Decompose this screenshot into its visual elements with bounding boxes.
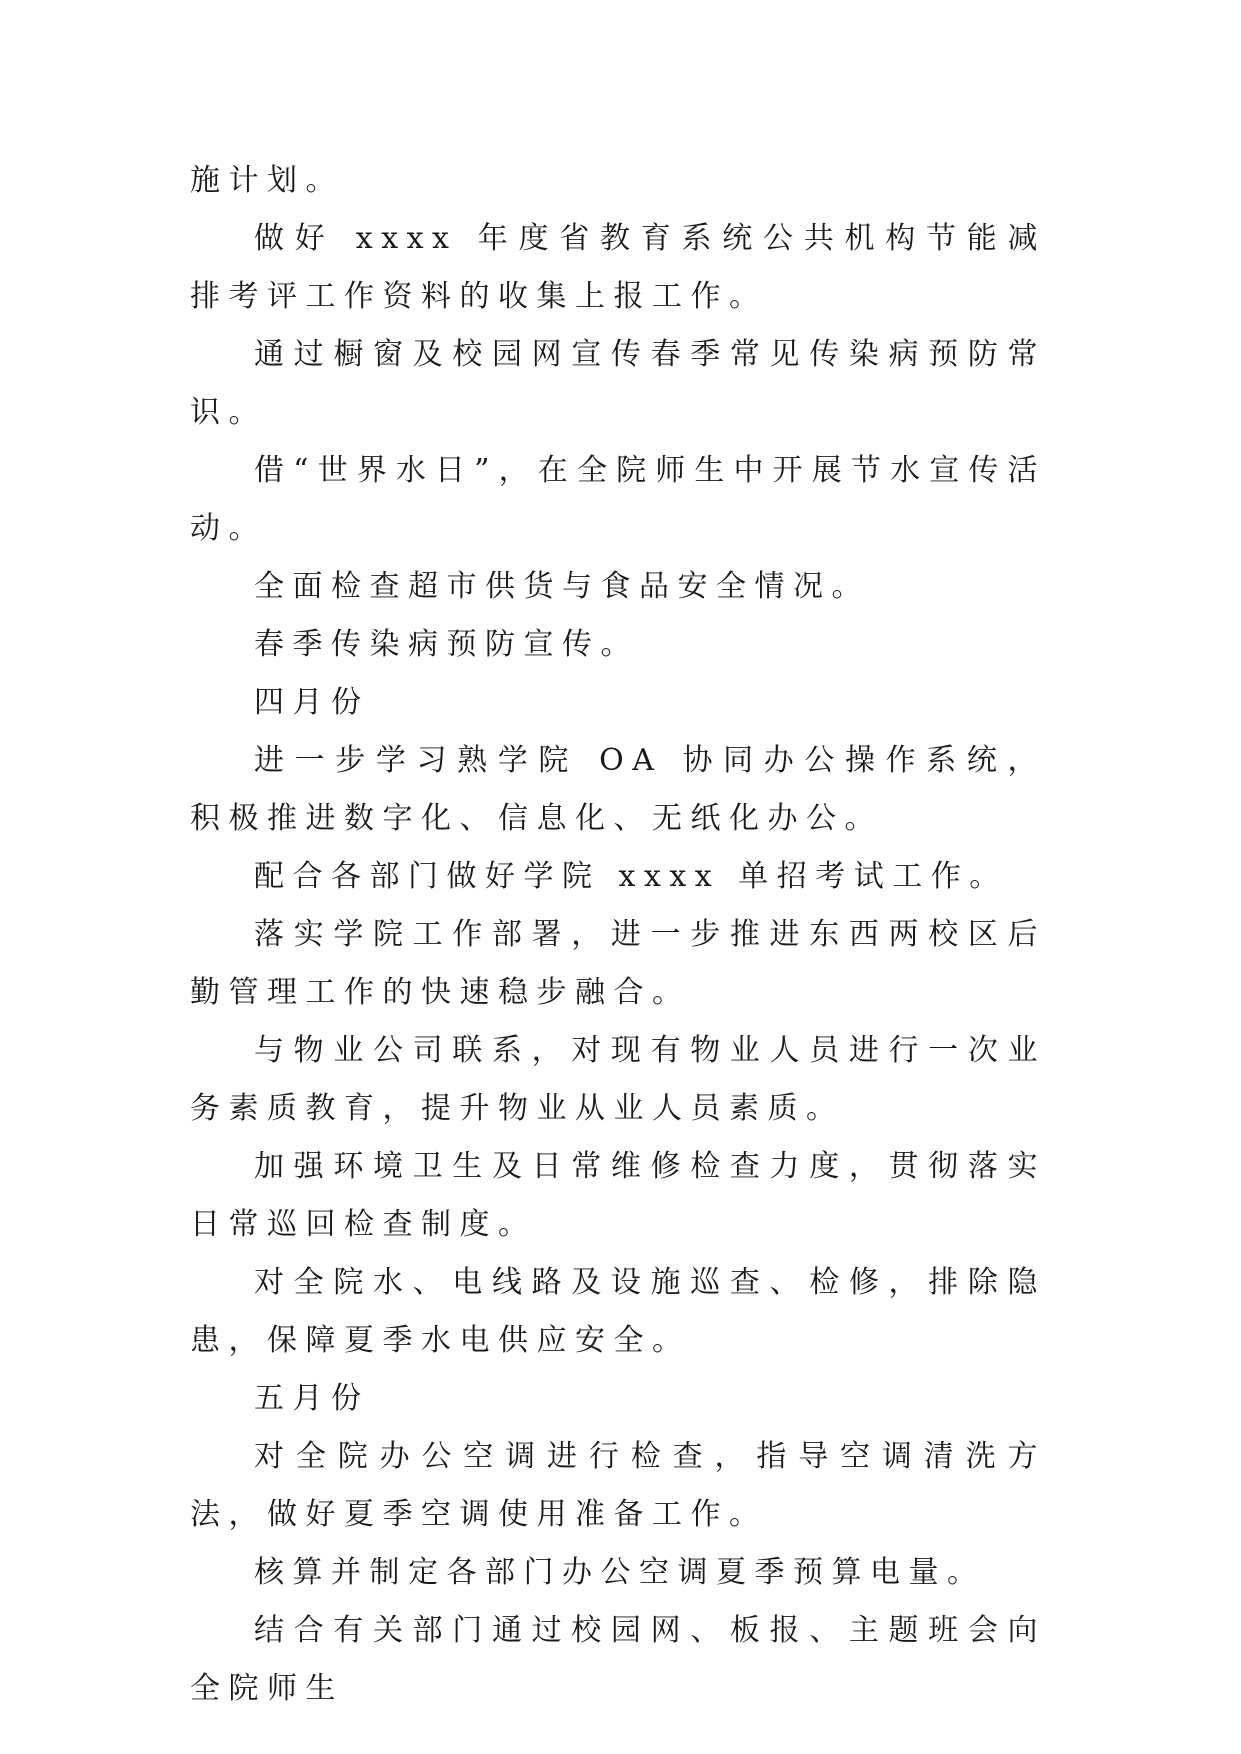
paragraph: 通过橱窗及校园网宣传春季常见传染病预防常识。 (190, 337, 1046, 430)
section-heading-april: 四月份 (254, 685, 370, 720)
paragraph: 对全院办公空调进行检查，指导空调清洗方法，做好夏季空调使用准备工作。 (190, 1439, 1046, 1532)
paragraph: 落实学院工作部署，进一步推进东西两校区后勤管理工作的快速稳步融合。 (190, 917, 1046, 1010)
paragraph: 进一步学习熟学院 OA 协同办公操作系统，积极推进数字化、信息化、无纸化办公。 (190, 743, 1046, 836)
paragraph: 加强环境卫生及日常维修检查力度，贯彻落实日常巡回检查制度。 (190, 1149, 1046, 1242)
document-body (190, 152, 1046, 1718)
paragraph: 春季传染病预防宣传。 (254, 627, 639, 662)
paragraph: 结合有关部门通过校园网、板报、主题班会向全院师生 (190, 1613, 1046, 1706)
paragraph: 核算并制定各部门办公空调夏季预算电量。 (254, 1555, 986, 1590)
section-heading-may: 五月份 (254, 1381, 370, 1416)
paragraph: 全面检查超市供货与食品安全情况。 (254, 569, 870, 604)
paragraph: 与物业公司联系，对现有物业人员进行一次业务素质教育，提升物业从业人员素质。 (190, 1033, 1046, 1126)
paragraph: 施计划。 (190, 163, 344, 198)
paragraph: 对全院水、电线路及设施巡查、检修，排除隐患，保障夏季水电供应安全。 (190, 1265, 1046, 1358)
paragraph: 借“世界水日”，在全院师生中开展节水宣传活动。 (190, 453, 1046, 546)
paragraph: 配合各部门做好学院 xxxx 单招考试工作。 (254, 859, 1008, 894)
paragraph: 做好 xxxx 年度省教育系统公共机构节能减排考评工作资料的收集上报工作。 (190, 221, 1046, 314)
